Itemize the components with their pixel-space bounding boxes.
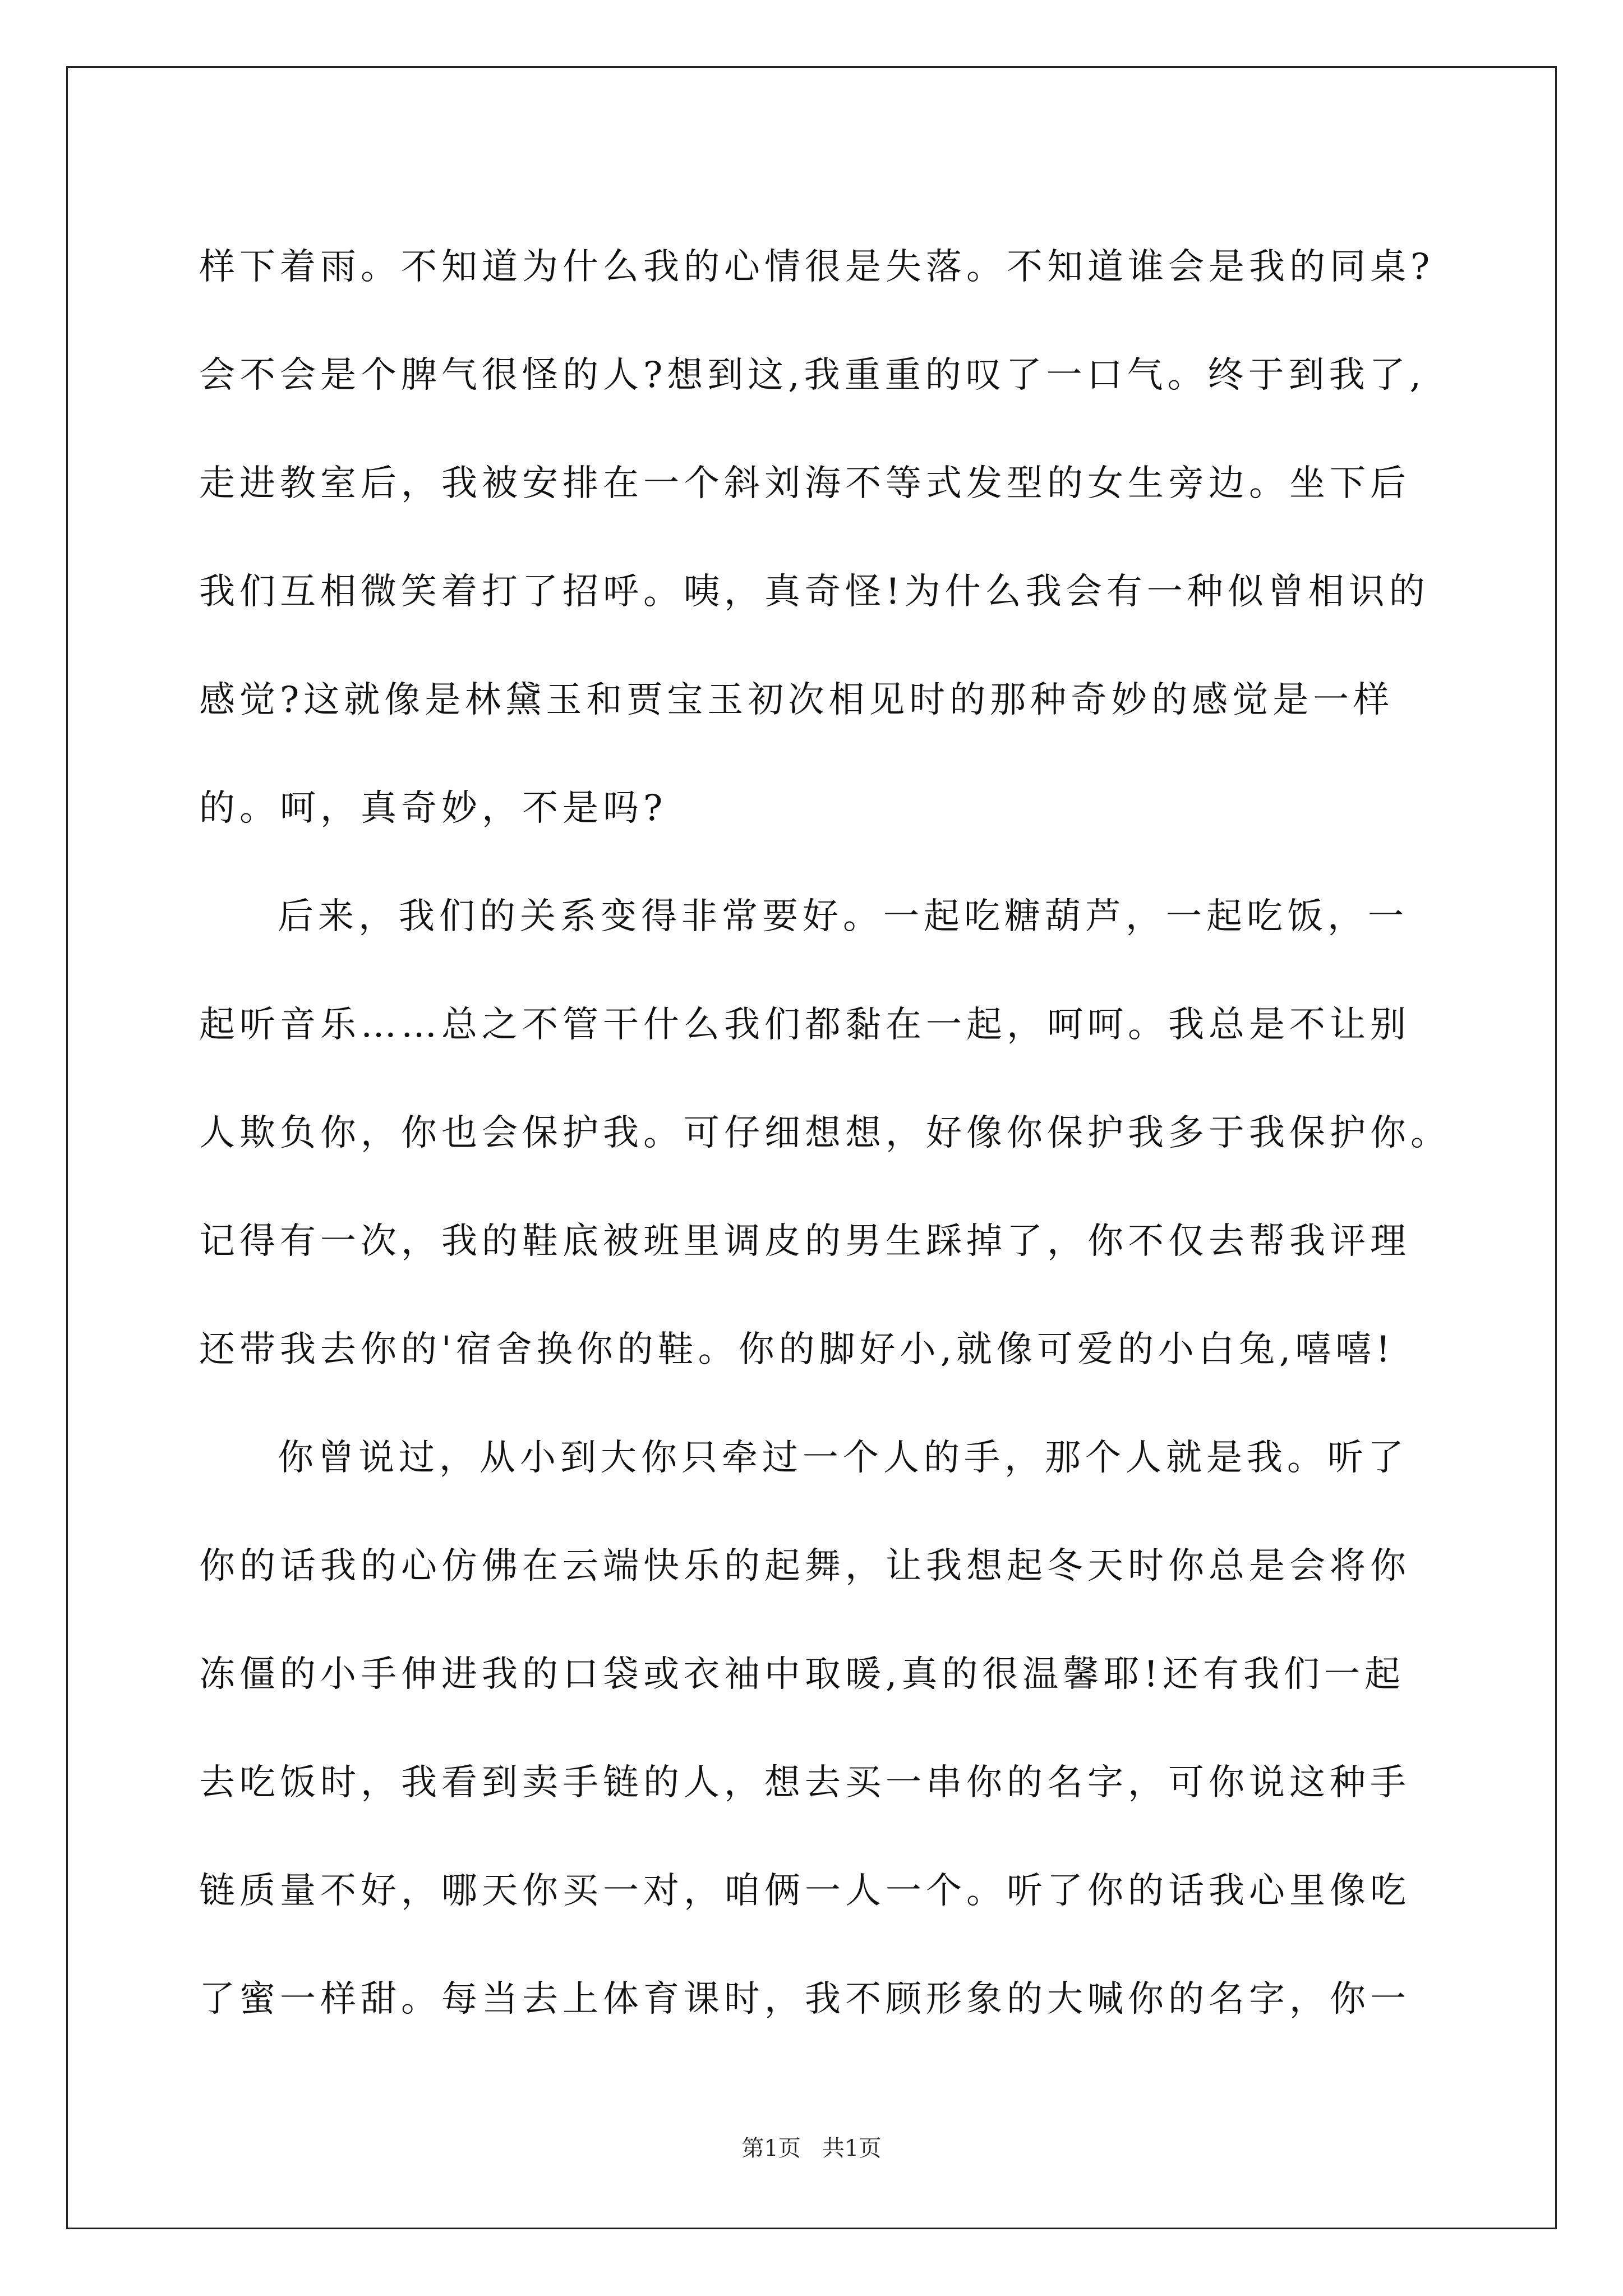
text-line: 走进教室后，我被安排在一个斜刘海不等式发型的女生旁边。坐下后 [199, 463, 1410, 504]
text-line: 会不会是个脾气很怪的人?想到这,我重重的叹了一口气。终于到我了, [199, 355, 1426, 396]
text-line: 我们互相微笑着打了招呼。咦，真奇怪!为什么我会有一种似曾相识的 [199, 571, 1430, 613]
text-line: 你的话我的心仿佛在云端快乐的起舞，让我想起冬天时你总是会将你 [199, 1545, 1410, 1587]
text-line: 感觉?这就像是林黛玉和贾宝玉初次相见时的那种奇妙的感觉是一样 [199, 679, 1394, 721]
text-line: 起听音乐……总之不管干什么我们都黏在一起，呵呵。我总是不让别 [199, 1004, 1410, 1046]
text-line: 了蜜一样甜。每当去上体育课时，我不顾形象的大喊你的名字，你一 [199, 1978, 1410, 2020]
page-number-footer: 第1页 共1页 [741, 2136, 882, 2161]
text-line: 人欺负你，你也会保护我。可仔细想想，好像你保护我多于我保护你。 [199, 1112, 1451, 1154]
text-line: 样下着雨。不知道为什么我的心情很是失落。不知道谁会是我的同桌? [199, 246, 1435, 288]
text-line: 后来，我们的关系变得非常要好。一起吃糖葫芦，一起吃饭，一 [278, 896, 1408, 937]
text-line: 你曾说过，从小到大你只牵过一个人的手，那个人就是我。听了 [278, 1437, 1408, 1479]
text-line: 的。呵，真奇妙，不是吗? [199, 788, 667, 829]
document-body [199, 213, 1450, 2054]
text-line: 还带我去你的'宿舍换你的鞋。你的脚好小,就像可爱的小白兔,嘻嘻! [199, 1329, 1395, 1370]
text-line: 记得有一次，我的鞋底被班里调皮的男生踩掉了，你不仅去帮我评理 [199, 1221, 1410, 1262]
text-line: 链质量不好，哪天你买一对，咱俩一人一个。听了你的话我心里像吃 [199, 1870, 1410, 1912]
text-line: 冻僵的小手伸进我的口袋或衣袖中取暖,真的很温馨耶!还有我们一起 [199, 1654, 1405, 1695]
text-line: 去吃饭时，我看到卖手链的人，想去买一串你的名字，可你说这种手 [199, 1762, 1410, 1803]
